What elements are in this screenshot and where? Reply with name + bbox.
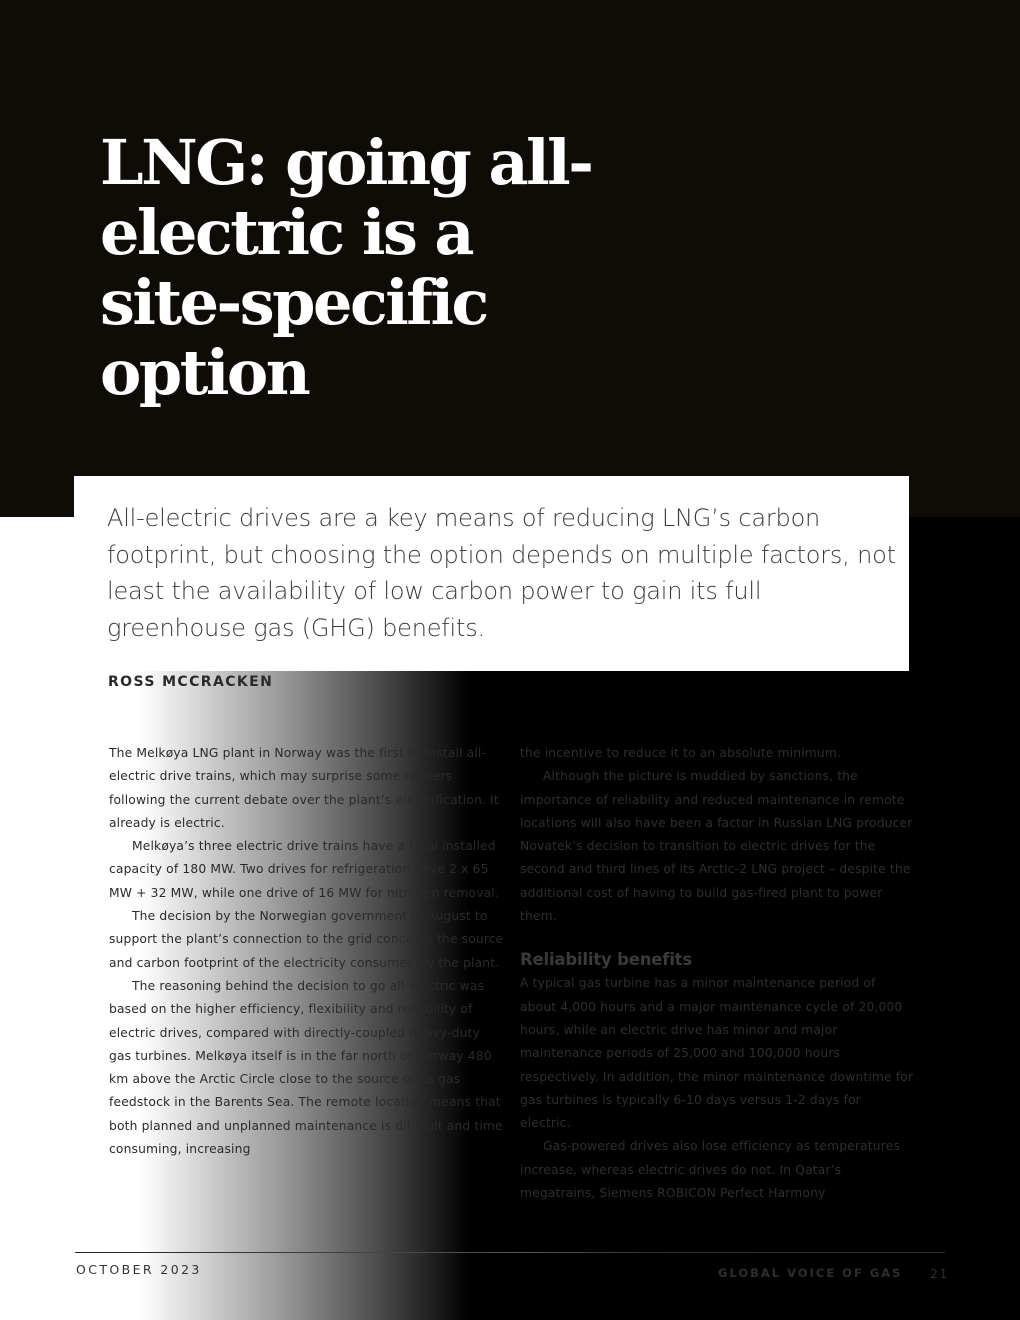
paragraph: Although the picture is muddied by sanctions, the importance of reliability and reduced maintenance in remote locations will also have been a factor in Russian LNG producer Novatek’s decision to transition to electric drives for the second and third lines of its Arctic-2 LNG project – despite the additional cost of having to build gas-fired plant to power them. <box>520 769 913 924</box>
publication-name: GLOBAL VOICE OF GAS <box>718 1266 903 1280</box>
paragraph: The reasoning behind the decision to go all-electric was based on the higher efficiency, flexibility and reliability of electric drives, compared with directly-coupled heavy-duty gas turbines. Melkøya itself is in the far north of Norway 480 km above the Arctic Circle close to the source of its gas feedstock in the Barents Sea. The remote location means that both planned and unplanned maintenance is difficult and time consuming, increasing <box>109 978 503 1157</box>
author-byline: ROSS MCCRACKEN <box>108 674 274 690</box>
footer-rule <box>75 1252 945 1253</box>
paragraph: Gas-powered drives also lose efficiency as temperatures increase, whereas electric drives do not. In Qatar’s megatrains, Siemens ROBICON Perfect Harmony <box>520 1139 900 1201</box>
section-subheading: Reliability benefits <box>520 950 692 970</box>
paragraph: The decision by the Norwegian government in August to support the plant’s connection to the grid concerns the source and carbon footprint of the electricity consumed by the plant. <box>109 909 504 970</box>
body-column-right <box>520 742 915 1205</box>
article-title: LNG: going all-electric is a site-specific option <box>100 126 592 409</box>
page-number: 21 <box>930 1266 949 1281</box>
issue-date: OCTOBER 2023 <box>76 1262 202 1277</box>
body-column-left <box>109 742 504 1161</box>
standfirst-box <box>74 476 909 671</box>
standfirst-text: All-electric drives are a key means of reducing LNG’s carbon footprint, but choosing the option depends on multiple factors, not least the availability of low carbon power to gain its full greenhouse gas (GHG) benefits. <box>107 504 896 642</box>
paragraph: Melkøya’s three electric drive trains have a total installed capacity of 180 MW. Two drives for refrigeration have 2 x 65 MW + 32 MW, while one drive of 16 MW for nitrogen removal. <box>109 839 499 900</box>
paragraph: the incentive to reduce it to an absolute minimum. <box>520 746 842 760</box>
paragraph: A typical gas turbine has a minor maintenance period of about 4,000 hours and a major maintenance cycle of 20,000 hours, while an electric drive has minor and major maintenance periods of 25,000 and 100,000 hours respectively. In addition, the minor maintenance downtime for gas turbines is typically 6-10 days versus 1-2 days for electric. <box>520 976 914 1131</box>
paragraph: The Melkøya LNG plant in Norway was the first to install all-electric drive trains, which may surprise some readers following the current debate over the plant’s electrification. It already is electric. <box>109 746 499 830</box>
